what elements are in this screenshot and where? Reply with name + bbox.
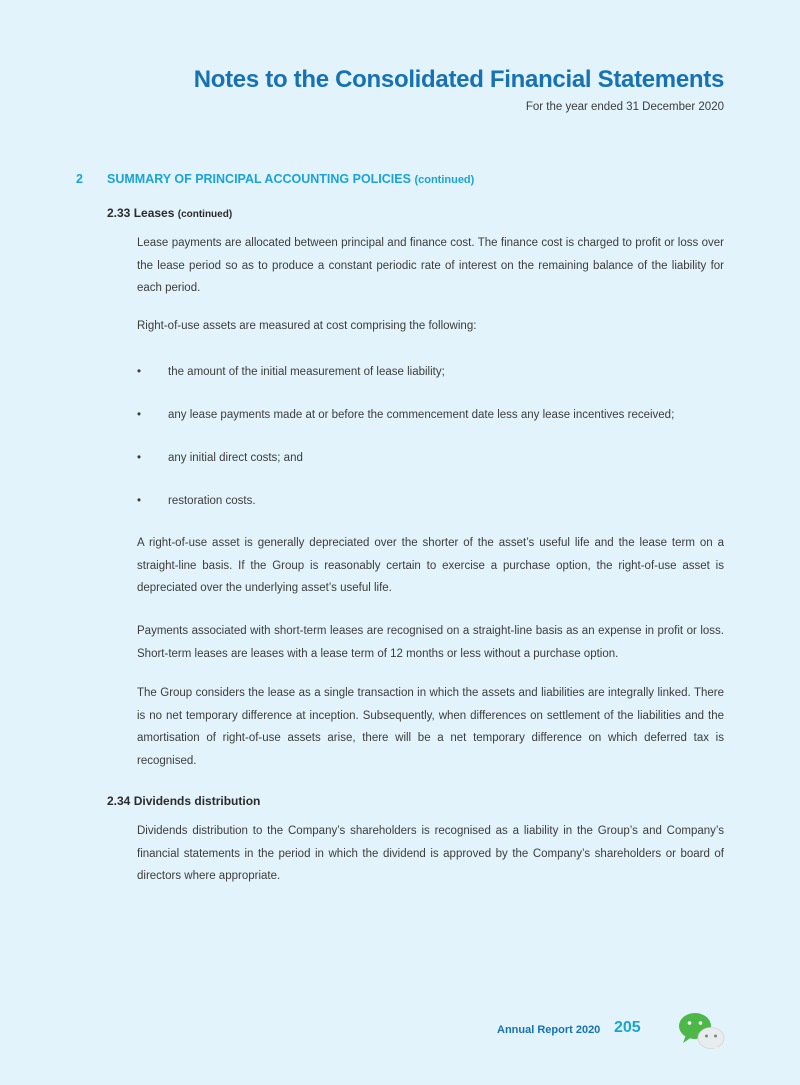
list-item	[137, 404, 724, 426]
bullet-icon: •	[137, 452, 142, 464]
section-heading	[76, 172, 474, 186]
subsection-heading-leases	[107, 206, 232, 220]
page-title: Notes to the Consolidated Financial Statements	[193, 66, 724, 93]
section-title: SUMMARY OF PRINCIPAL ACCOUNTING POLICIES	[107, 172, 411, 186]
subsection-title: 2.33 Leases	[107, 206, 175, 220]
wechat-logo-icon	[678, 1010, 726, 1052]
paragraph: Right-of-use assets are measured at cost comprising the following:	[137, 320, 477, 332]
page-number: 205	[614, 1019, 641, 1036]
list-item-text: any lease payments made at or before the commencement date less any lease incentives received;	[168, 409, 675, 421]
list-item	[137, 361, 724, 383]
paragraph: Payments associated with short-term leases are recognised on a straight-line basis as an expense in profit or loss. Short-term leases are leases with a lease term of 12 months or less without a purchase option.	[137, 625, 724, 660]
paragraph: A right-of-use asset is generally depreciated over the shorter of the asset’s useful life and the lease term on a straight-line basis. If the Group is reasonably certain to exercise a purchase option, the right-of-use asset is depreciated over the underlying asset’s useful life.	[137, 537, 724, 595]
list-item	[137, 447, 724, 469]
bullet-icon: •	[137, 366, 142, 378]
page-subtitle: For the year ended 31 December 2020	[525, 101, 724, 113]
list-item-text: any initial direct costs; and	[168, 452, 303, 464]
section-continued: (continued)	[414, 174, 475, 186]
subsection-continued: (continued)	[177, 209, 233, 220]
subsection-heading-dividends: 2.34 Dividends distribution	[107, 794, 261, 808]
bullet-icon: •	[137, 409, 142, 421]
list-item-text: restoration costs.	[168, 495, 256, 507]
section-number: 2	[76, 172, 83, 186]
bullet-icon: •	[137, 495, 142, 507]
footer-report-label: Annual Report 2020	[497, 1024, 601, 1036]
paragraph: Dividends distribution to the Company’s shareholders is recognised as a liability in the Group’s and Company’s financial statements in the period in which the dividend is approved by the Company’s shareholders or board of directors where appropriate.	[137, 825, 724, 883]
paragraph: The Group considers the lease as a single transaction in which the assets and liabilities are integrally linked. There is no net temporary difference at inception. Subsequently, when differences on settlement of the liabilities and the amortisation of right-of-use assets arise, there will be a net temporary difference on which deferred tax is recognised.	[137, 687, 724, 768]
paragraph: Lease payments are allocated between principal and finance cost. The finance cost is charged to profit or loss over the lease period so as to produce a constant periodic rate of interest on the remaining balance of the liability for each period.	[137, 237, 724, 295]
list-item	[137, 490, 724, 512]
list-item-text: the amount of the initial measurement of lease liability;	[168, 366, 445, 378]
